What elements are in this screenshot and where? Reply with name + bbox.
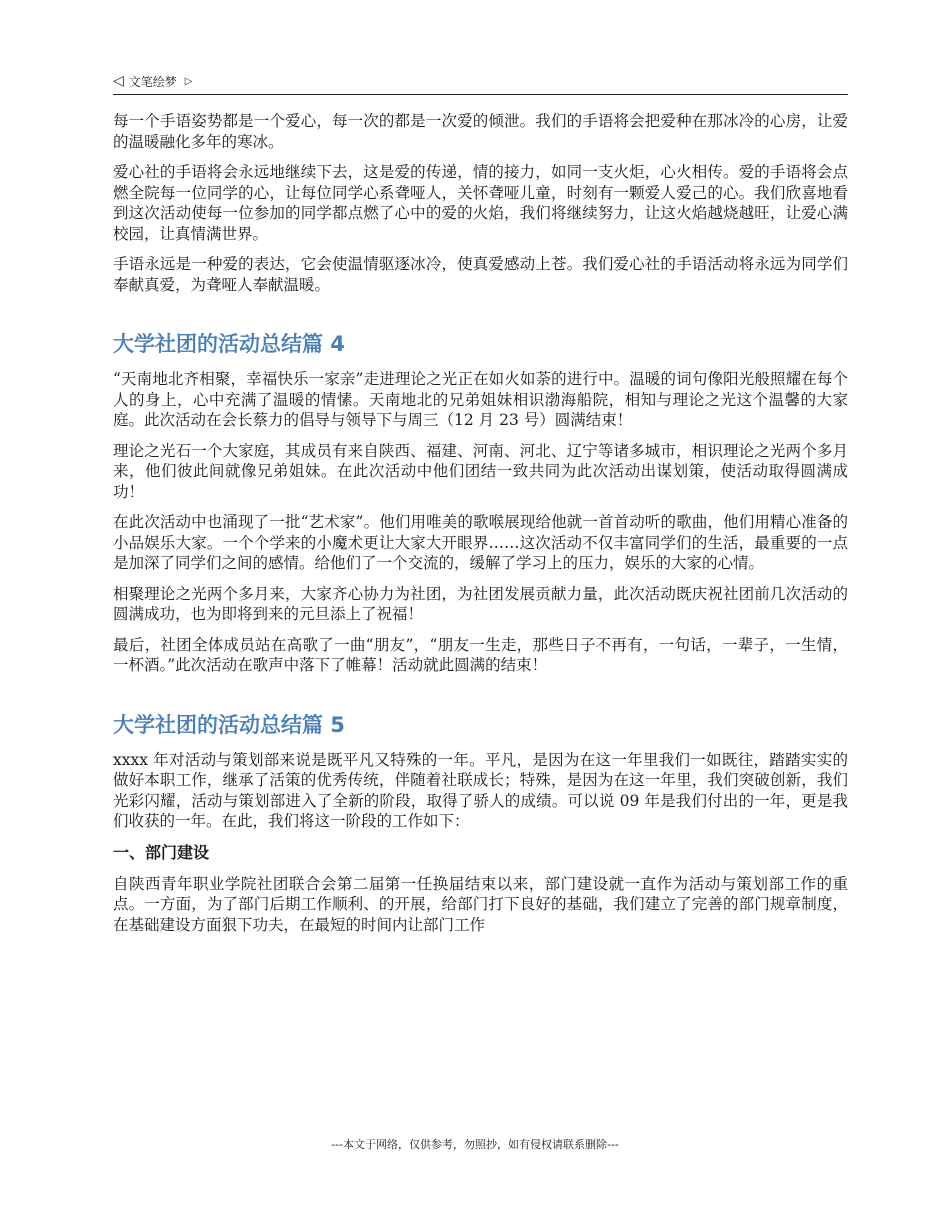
header-title: 文笔绘梦: [128, 74, 177, 89]
section-5-heading: 大学社团的活动总结篇 5: [113, 712, 345, 737]
page-header: [113, 68, 848, 95]
intro-paragraph-2: 爱心社的手语将会永远地继续下去，这是爱的传递，情的接力，如同一支火炬，心火相传。爱的手语将会点燃全院每一位同学的心，让每位同学心系聋哑人，关怀聋哑儿童，时刻有一颗爱人爱己的心。我们欣喜地看到这次活动使每一位参加的同学都点燃了心中的爱的火焰，我们将继续努力，让这火焰越烧越旺，让爱心满校园，让真情满世界。: [113, 163, 848, 243]
section-4-paragraph-4: 相聚理论之光两个多月来，大家齐心协力为社团，为社团发展贡献力量，此次活动既庆祝社团前几次活动的圆满成功，也为即将到来的元旦添上了祝福！: [113, 584, 848, 623]
section-5-sub-paragraph-1: 自陕西青年职业学院社团联合会第二届第一任换届结束以来，部门建设就一直作为活动与策划部工作的重点。一方面，为了部门后期工作顺利、的开展，给部门打下良好的基础，我们建立了完善的部门规章制度，在基础建设方面狠下功夫，在最短的时间内让部门工作: [113, 874, 848, 934]
triangle-right-icon: ▷: [184, 75, 193, 87]
section-4-paragraph-5: 最后，社团全体成员站在高歌了一曲“朋友”，“朋友一生走，那些日子不再有，一句话，一辈子，一生情，一杯酒。”此次活动在歌声中落下了帷幕！活动就此圆满的结束！: [113, 635, 848, 674]
section-4-paragraph-2: 理论之光石一个大家庭，其成员有来自陕西、福建、河南、河北、辽宁等诸多城市，相识理论之光两个多月来，他们彼此间就像兄弟姐妹。在此次活动中他们团结一致共同为此次活动出谋划策，使活动取得圆满成功！: [113, 441, 848, 501]
section-4-heading: 大学社团的活动总结篇 4: [113, 332, 345, 356]
subheading-department-building: 一、部门建设: [113, 842, 210, 862]
document-page: [113, 68, 848, 935]
page-footer: ---本文于网络，仅供参考，勿照抄，如有侵权请联系删除---: [331, 1138, 619, 1151]
section-4-paragraph-1: “天南地北齐相聚，幸福快乐一家亲”走进理论之光正在如火如荼的进行中。温暖的词句像阳光般照耀在每个人的身上，心中充满了温暖的情愫。天南地北的兄弟姐妹相识渤海船院，相知与理论之光这个温馨的大家庭。此次活动在会长蔡力的倡导与领导下与周三（12 月 23 号）圆满结束！: [113, 370, 848, 429]
intro-paragraph-3: 手语永远是一种爱的表达，它会使温情驱逐冰冷，使真爱感动上苍。我们爱心社的手语活动将永远为同学们奉献真爱，为聋哑人奉献温暖。: [113, 255, 848, 294]
section-5-paragraph-1: xxxx 年对活动与策划部来说是既平凡又特殊的一年。平凡，是因为在这一年里我们一如既往，踏踏实实的做好本职工作，继承了活策的优秀传统，伴随着社联成长；特殊，是因为在这一年里，我们突破创新，我们光彩闪耀，活动与策划部进入了全新的阶段，取得了骄人的成绩。可以说 09 年是我们付出的一年，更是我们收获的一年。在此，我们将这一阶段的工作如下：: [113, 750, 848, 830]
triangle-left-icon: ◁: [113, 73, 124, 89]
intro-paragraph-1: 每一个手语姿势都是一个爱心，每一次的都是一次爱的倾泄。我们的手语将会把爱种在那冰冷的心房，让爱的温暖融化多年的寒冰。: [113, 112, 848, 151]
section-4-paragraph-3: 在此次活动中也涌现了一批“艺术家”。他们用唯美的歌喉展现给他就一首首动听的歌曲，他们用精心准备的小品娱乐大家。一个个学来的小魔术更让大家大开眼界……这次活动不仅丰富同学们的生活，最重要的一点是加深了同学们之间的感情。给他们了一个交流的，缓解了学习上的压力，娱乐的大家的心情。: [113, 513, 848, 572]
